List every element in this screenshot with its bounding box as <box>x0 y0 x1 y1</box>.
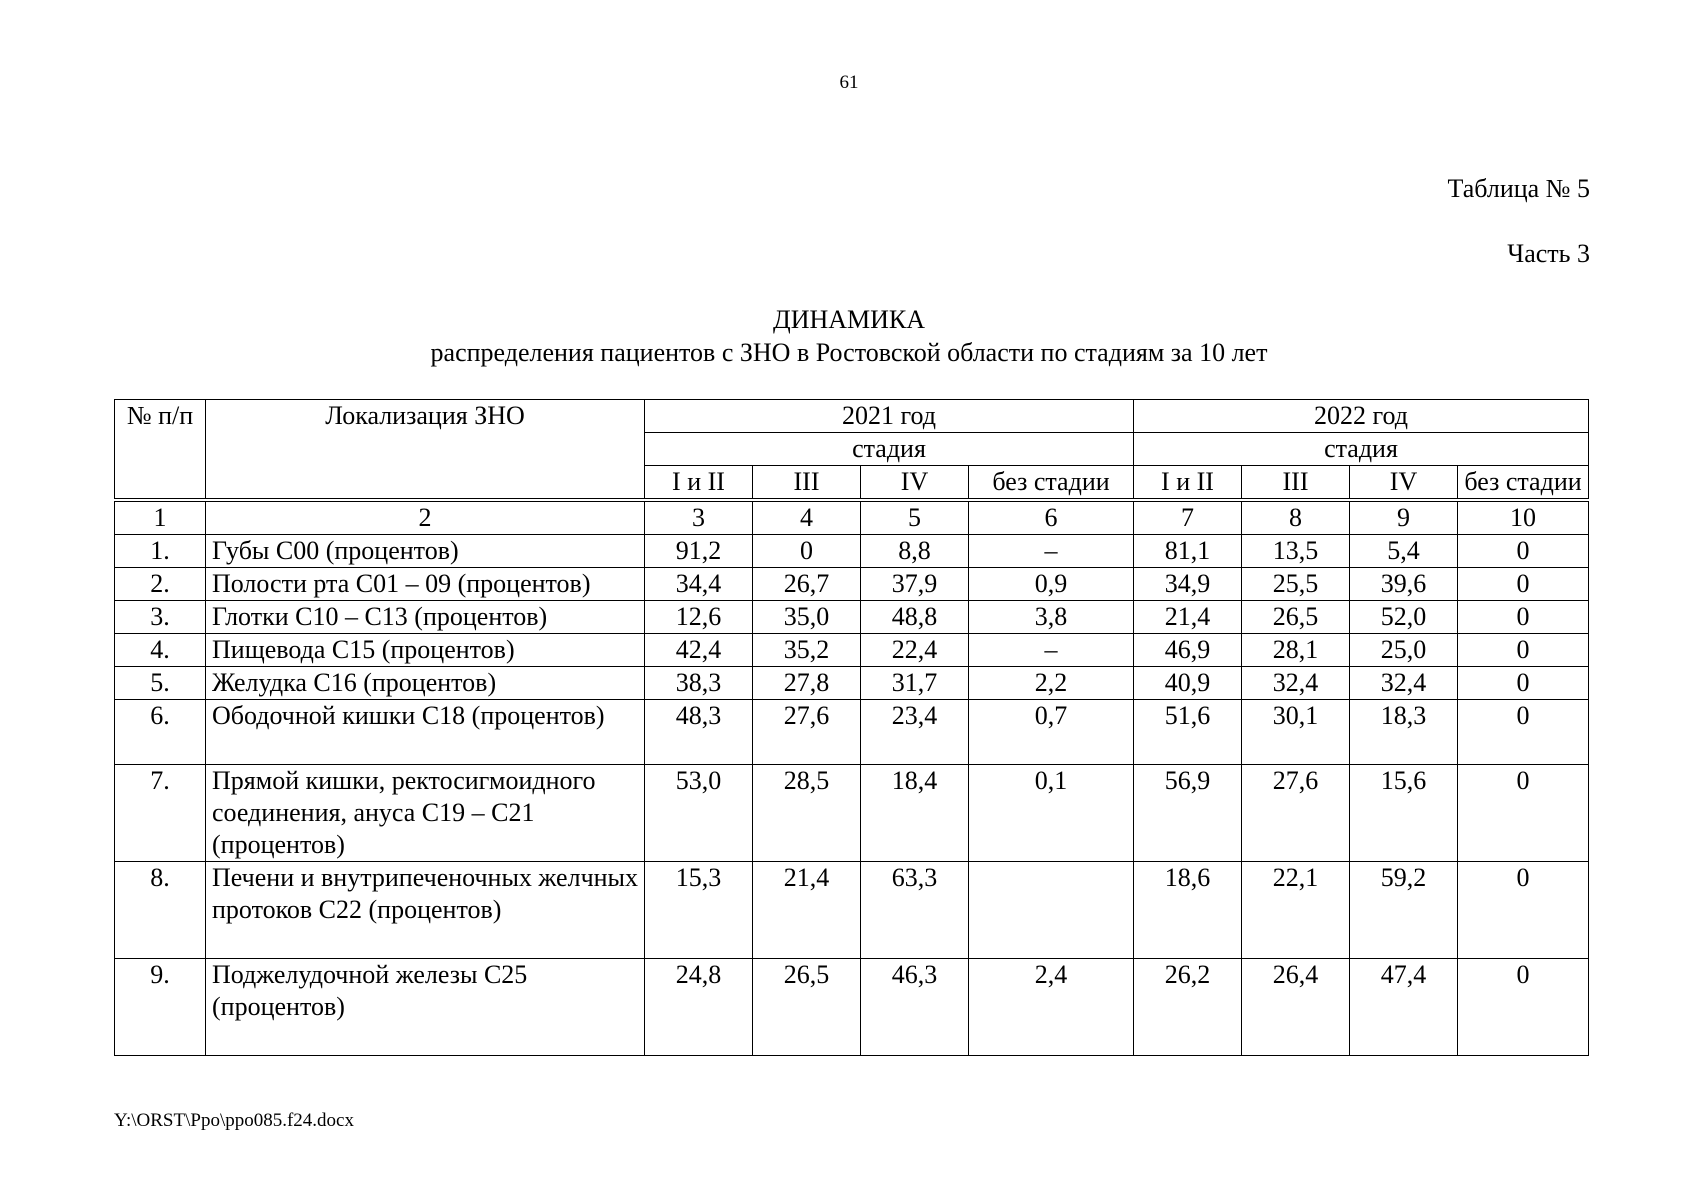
value-cell: 28,1 <box>1242 634 1350 667</box>
value-cell: 35,2 <box>753 634 861 667</box>
row-number: 5. <box>115 667 206 700</box>
value-cell: 0 <box>1458 959 1589 1056</box>
value-cell: 0 <box>1458 634 1589 667</box>
localization-cell: Прямой кишки, ректосигмоидного соединения, ануса C19 – C21 (процентов) <box>206 765 645 862</box>
value-cell: 26,5 <box>753 959 861 1056</box>
value-cell: 0 <box>1458 700 1589 765</box>
localization-cell: Желудка C16 (процентов) <box>206 667 645 700</box>
value-cell: 30,1 <box>1242 700 1350 765</box>
value-cell: 28,5 <box>753 765 861 862</box>
value-cell: 81,1 <box>1134 535 1242 568</box>
value-cell: 2,4 <box>969 959 1134 1056</box>
table-part: Часть 3 <box>1507 239 1590 268</box>
value-cell: 31,7 <box>861 667 969 700</box>
row-number: 9. <box>115 959 206 1056</box>
value-cell: 35,0 <box>753 601 861 634</box>
table-row <box>115 667 1589 700</box>
value-cell: 40,9 <box>1134 667 1242 700</box>
header-stage-2022: стадия <box>1134 433 1589 466</box>
value-cell: 38,3 <box>645 667 753 700</box>
title-main: ДИНАМИКА <box>772 305 926 334</box>
value-cell: 32,4 <box>1242 667 1350 700</box>
value-cell: 26,5 <box>1242 601 1350 634</box>
value-cell: 18,6 <box>1134 862 1242 959</box>
row-number: 6. <box>115 700 206 765</box>
column-number: 10 <box>1458 500 1589 535</box>
stage-distribution-table <box>114 399 1589 1056</box>
localization-cell: Печени и внутрипеченочных желчных протоков C22 (процентов) <box>206 862 645 959</box>
value-cell: 23,4 <box>861 700 969 765</box>
header-stage-label: IV <box>861 466 969 501</box>
value-cell: 26,4 <box>1242 959 1350 1056</box>
value-cell: 25,5 <box>1242 568 1350 601</box>
localization-cell: Пищевода C15 (процентов) <box>206 634 645 667</box>
value-cell: 0 <box>1458 765 1589 862</box>
value-cell: 46,3 <box>861 959 969 1056</box>
value-cell: 52,0 <box>1350 601 1458 634</box>
row-number: 1. <box>115 535 206 568</box>
column-number: 1 <box>115 500 206 535</box>
value-cell: 0,7 <box>969 700 1134 765</box>
header-stage-label: без стадии <box>969 466 1134 501</box>
value-cell: 26,2 <box>1134 959 1242 1056</box>
value-cell: 18,3 <box>1350 700 1458 765</box>
value-cell: 51,6 <box>1134 700 1242 765</box>
value-cell: 8,8 <box>861 535 969 568</box>
column-number: 9 <box>1350 500 1458 535</box>
header-stage-2021: стадия <box>645 433 1134 466</box>
row-number: 3. <box>115 601 206 634</box>
table-row <box>115 862 1589 959</box>
value-cell: 32,4 <box>1350 667 1458 700</box>
value-cell: 0 <box>1458 535 1589 568</box>
column-number: 6 <box>969 500 1134 535</box>
column-number: 5 <box>861 500 969 535</box>
value-cell: 3,8 <box>969 601 1134 634</box>
column-number: 3 <box>645 500 753 535</box>
header-stage-label: I и II <box>645 466 753 501</box>
value-cell: 21,4 <box>753 862 861 959</box>
value-cell: 48,8 <box>861 601 969 634</box>
row-number: 8. <box>115 862 206 959</box>
column-number: 7 <box>1134 500 1242 535</box>
value-cell: – <box>969 634 1134 667</box>
row-number: 2. <box>115 568 206 601</box>
header-number: № п/п <box>115 400 206 501</box>
footer-file-path: Y:\ORST\Ppo\ppo085.f24.docx <box>114 1110 354 1131</box>
value-cell: 34,4 <box>645 568 753 601</box>
column-number: 4 <box>753 500 861 535</box>
value-cell: 18,4 <box>861 765 969 862</box>
value-cell: 27,6 <box>753 700 861 765</box>
localization-cell: Ободочной кишки C18 (процентов) <box>206 700 645 765</box>
column-number-row <box>115 500 1589 535</box>
value-cell: 53,0 <box>645 765 753 862</box>
value-cell: 91,2 <box>645 535 753 568</box>
value-cell: 26,7 <box>753 568 861 601</box>
value-cell: 48,3 <box>645 700 753 765</box>
value-cell: 13,5 <box>1242 535 1350 568</box>
value-cell: 0,1 <box>969 765 1134 862</box>
value-cell: 56,9 <box>1134 765 1242 862</box>
value-cell <box>969 862 1134 959</box>
row-number: 7. <box>115 765 206 862</box>
header-stage-label: I и II <box>1134 466 1242 501</box>
table-row <box>115 700 1589 765</box>
value-cell: – <box>969 535 1134 568</box>
table-row <box>115 959 1589 1056</box>
header-year-2022: 2022 год <box>1134 400 1589 433</box>
value-cell: 15,6 <box>1350 765 1458 862</box>
value-cell: 22,1 <box>1242 862 1350 959</box>
value-cell: 0 <box>1458 667 1589 700</box>
table-row <box>115 535 1589 568</box>
localization-cell: Поджелудочной железы C25 (процентов) <box>206 959 645 1056</box>
value-cell: 0 <box>1458 862 1589 959</box>
value-cell: 0 <box>1458 601 1589 634</box>
row-number: 4. <box>115 634 206 667</box>
value-cell: 0,9 <box>969 568 1134 601</box>
localization-cell: Губы C00 (процентов) <box>206 535 645 568</box>
value-cell: 12,6 <box>645 601 753 634</box>
value-cell: 27,8 <box>753 667 861 700</box>
value-cell: 24,8 <box>645 959 753 1056</box>
value-cell: 21,4 <box>1134 601 1242 634</box>
value-cell: 59,2 <box>1350 862 1458 959</box>
value-cell: 42,4 <box>645 634 753 667</box>
value-cell: 37,9 <box>861 568 969 601</box>
column-number: 8 <box>1242 500 1350 535</box>
value-cell: 39,6 <box>1350 568 1458 601</box>
header-stage-label: III <box>1242 466 1350 501</box>
value-cell: 15,3 <box>645 862 753 959</box>
value-cell: 46,9 <box>1134 634 1242 667</box>
document-title <box>0 303 1698 369</box>
table-row <box>115 601 1589 634</box>
value-cell: 0 <box>1458 568 1589 601</box>
value-cell: 0 <box>753 535 861 568</box>
header-stage-label: III <box>753 466 861 501</box>
table-row <box>115 568 1589 601</box>
title-subtitle: распределения пациентов с ЗНО в Ростовской области по стадиям за 10 лет <box>430 338 1268 367</box>
header-localization: Локализация ЗНО <box>206 400 645 501</box>
table-row <box>115 634 1589 667</box>
value-cell: 22,4 <box>861 634 969 667</box>
header-year-2021: 2021 год <box>645 400 1134 433</box>
header-stage-label: IV <box>1350 466 1458 501</box>
localization-cell: Глотки C10 – C13 (процентов) <box>206 601 645 634</box>
page-number: 61 <box>839 72 859 93</box>
table-number: Таблица № 5 <box>1447 174 1590 203</box>
value-cell: 25,0 <box>1350 634 1458 667</box>
value-cell: 5,4 <box>1350 535 1458 568</box>
value-cell: 27,6 <box>1242 765 1350 862</box>
value-cell: 2,2 <box>969 667 1134 700</box>
table-row <box>115 765 1589 862</box>
value-cell: 63,3 <box>861 862 969 959</box>
value-cell: 34,9 <box>1134 568 1242 601</box>
localization-cell: Полости рта C01 – 09 (процентов) <box>206 568 645 601</box>
header-stage-label: без стадии <box>1458 466 1589 501</box>
column-number: 2 <box>206 500 645 535</box>
value-cell: 47,4 <box>1350 959 1458 1056</box>
